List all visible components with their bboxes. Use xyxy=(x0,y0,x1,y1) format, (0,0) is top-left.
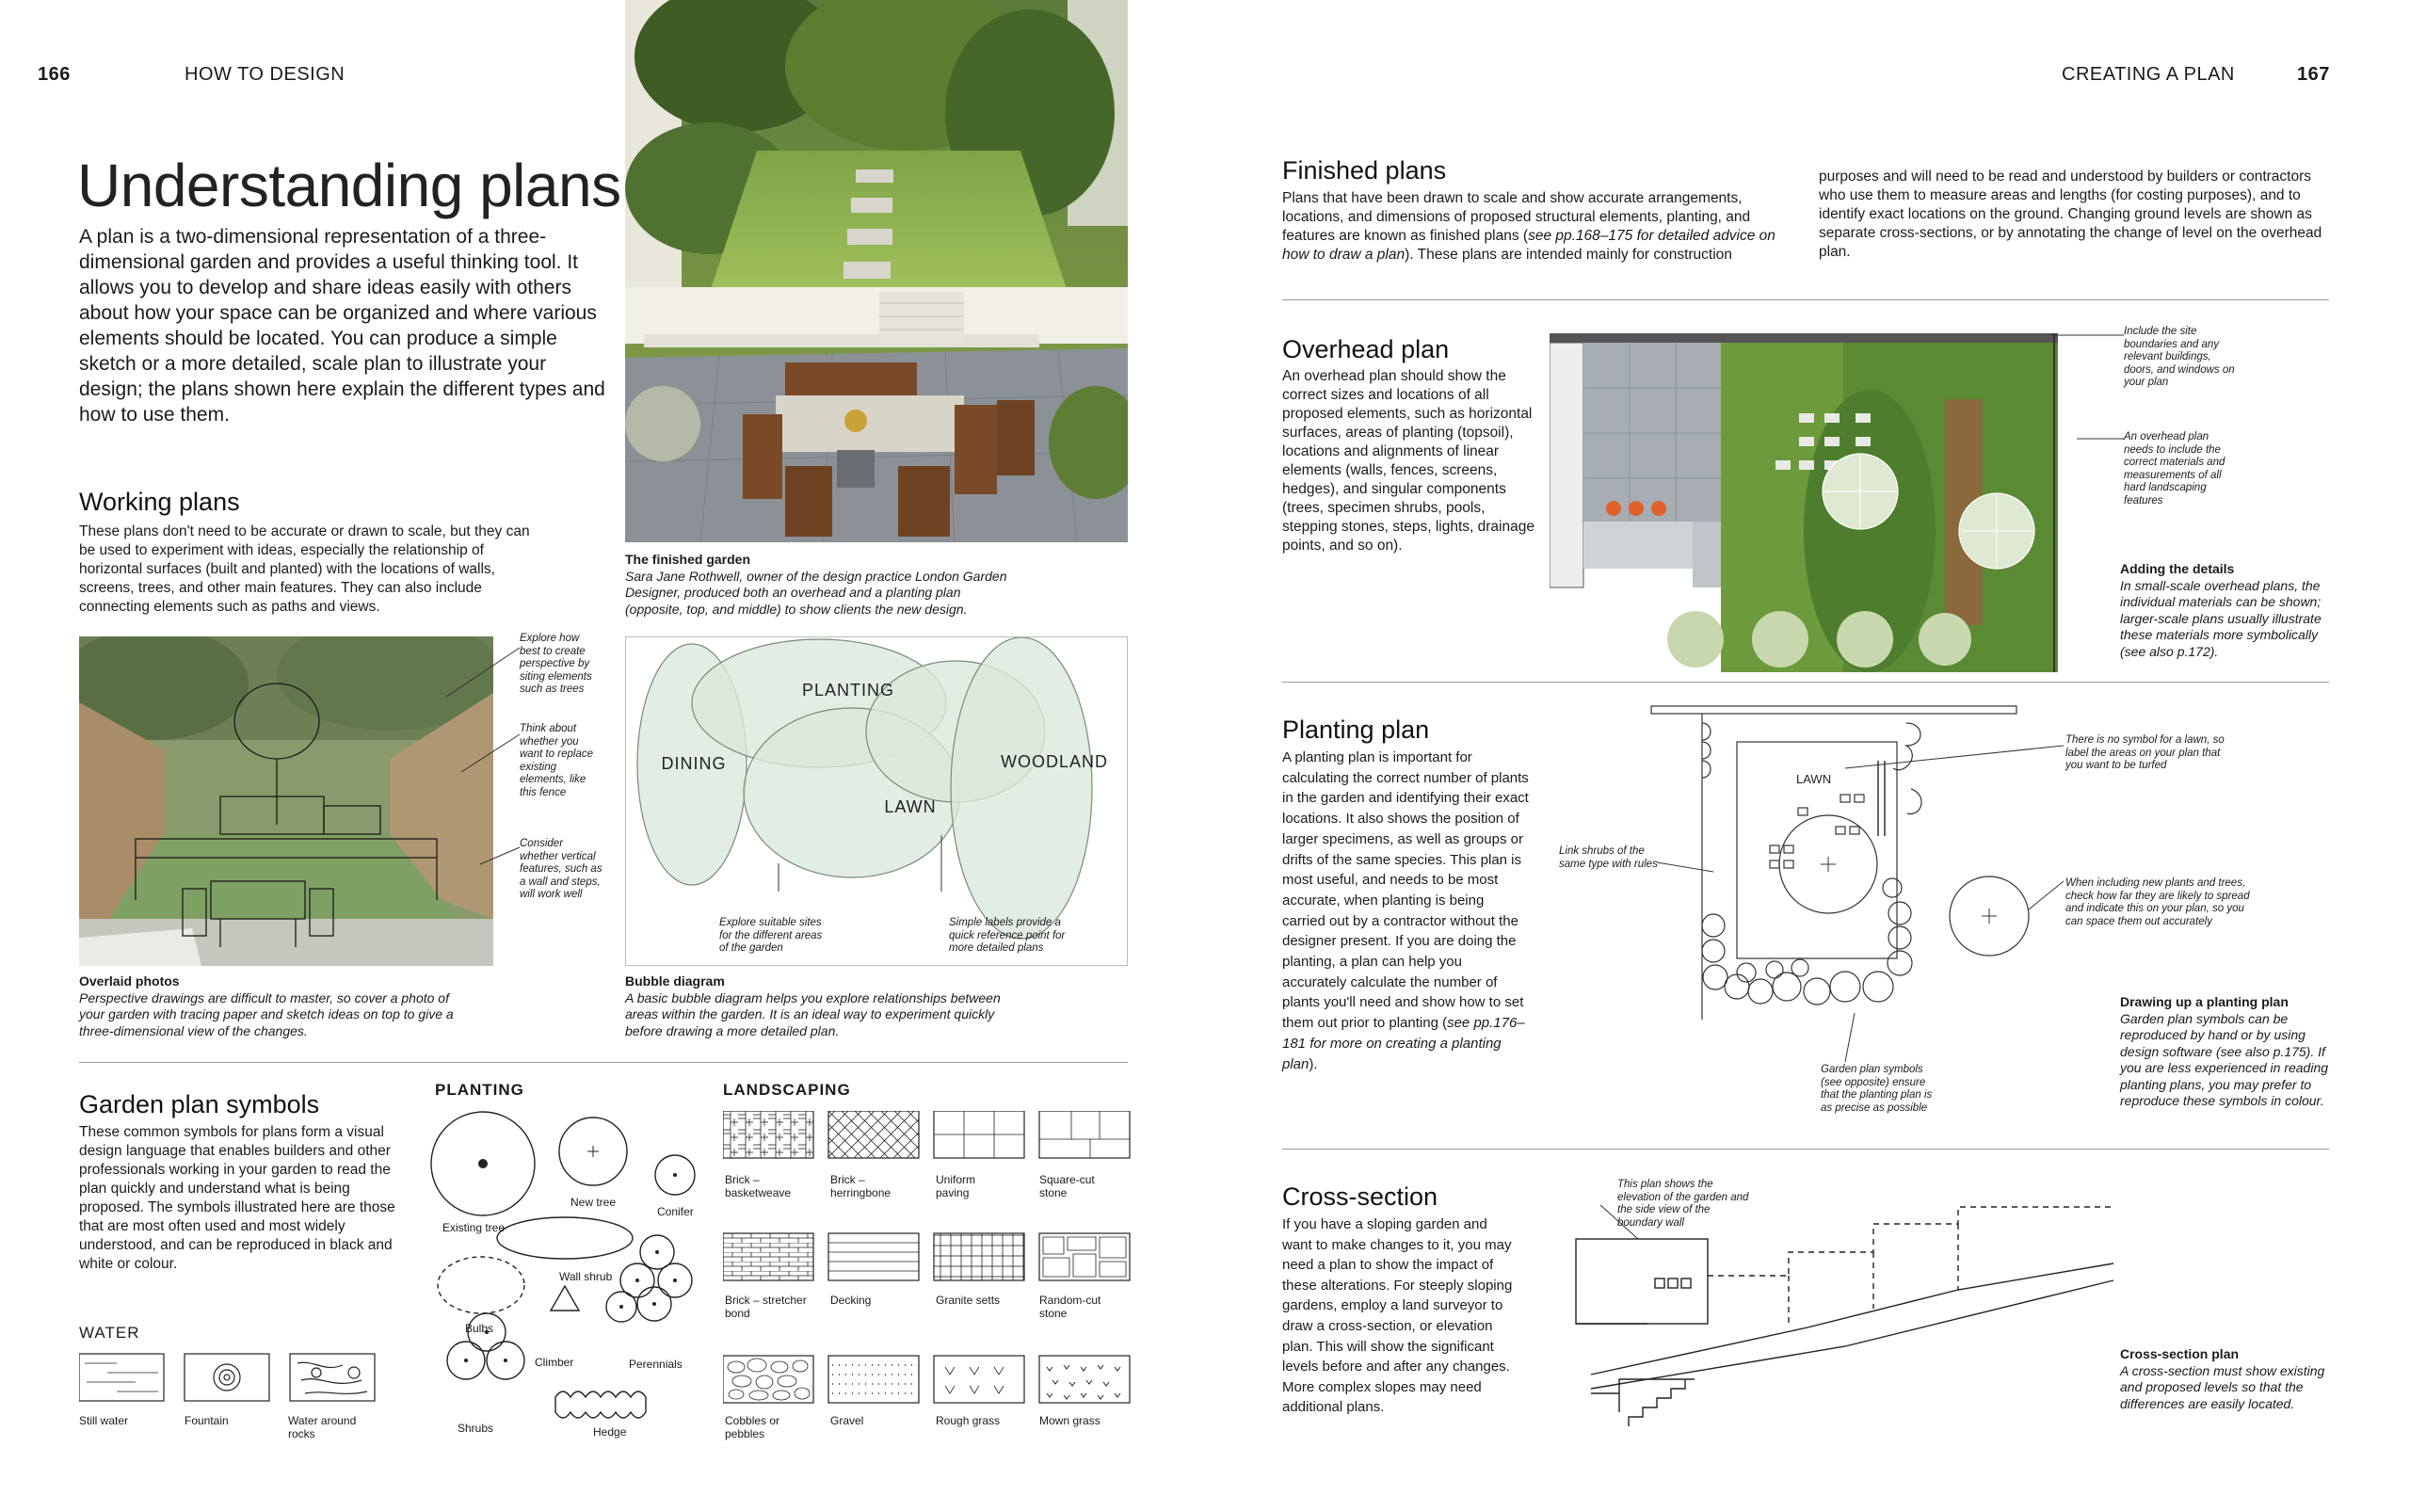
landscaping-label-rough-grass: Rough grass xyxy=(936,1414,1001,1427)
landscaping-label-square-cut-stone: Square-cut stone xyxy=(1039,1173,1095,1199)
planting-note-symbols: Garden plan symbols (see opposite) ensure that the planting plan is as precise as possible xyxy=(1821,1064,1933,1114)
finished-garden-caption-text: Sara Jane Rothwell, owner of the design practice London Garden Designer, produced both an overhead and a planting plan (opposite, top, and middle) to show clients the new design. xyxy=(625,568,1007,617)
cross-caption xyxy=(2120,1346,2329,1412)
folio-section-left: HOW TO DESIGN xyxy=(185,64,345,85)
water-label-still: Still water xyxy=(79,1414,129,1427)
working-plans-body: These plans don't need to be accurate or drawn to scale, but they can be used to experiment with ideas, especially the relationship of horizontal surfaces (built and planted) with the locations of walls, screens, trees, and other main features. They can also include connecting elements such as paths and views. xyxy=(79,523,530,615)
planting-plan-body-a: A planting plan is important for calculating the correct number of plants in the garden and identifying their exact locations. It also shows the position of larger specimens, as well as groups or drifts of the same species. This plan is most useful, and needs to be most accurate, when planting is being carried out by a contractor without the designer present. If you are doing the planting, a plan can help you accurately calculate the number of plants you'll need and show how to set them out prior to planting ( xyxy=(1282,749,1529,1032)
planting-caption-title: Drawing up a planting plan xyxy=(2120,994,2289,1009)
finished-plans-col1-a: Plans that have been drawn to scale and show accurate arrangements, locations, and dimensions of proposed structural elements, planting, and features are known as finished plans ( xyxy=(1282,190,1751,244)
landscaping-heading: LANDSCAPING xyxy=(723,1081,851,1099)
finished-garden-caption xyxy=(625,552,1020,618)
right-divider-2 xyxy=(1282,682,2329,683)
overlay-caption-title: Overlaid photos xyxy=(79,973,180,989)
finished-garden-caption-title: The finished garden xyxy=(625,552,751,567)
cross-caption-text: A cross-section must show existing and proposed levels so that the differences are easily located. xyxy=(2120,1362,2325,1411)
landscaping-label-decking: Decking xyxy=(830,1294,872,1307)
planting-note-link: Link shrubs of the same type with rules xyxy=(1559,845,1658,870)
overlay-leader-lines xyxy=(442,640,527,885)
overhead-plan xyxy=(1550,333,2058,682)
symbols-body: These common symbols for plans form a visual design language that enables builders and other professionals working in your garden to read the plan quickly and understand what is being proposed. The symbols illustrated here are those that are most often used and most widely understood, and can be reproduced in black and white or colour. xyxy=(79,1124,395,1272)
folio-page-right: 167 xyxy=(2297,64,2330,85)
landscaping-symbols xyxy=(723,1111,1137,1431)
water-label-rocks: Water around rocks xyxy=(288,1414,357,1440)
overlaid-photo xyxy=(79,636,493,966)
planting-heading: PLANTING xyxy=(435,1081,524,1099)
planting-leader-lines xyxy=(1657,740,2071,1070)
planting-plan-body xyxy=(1282,748,1529,1074)
bubble-label-planting: PLANTING xyxy=(801,681,895,700)
landscaping-label-uniform-paving: Uniform paving xyxy=(936,1173,976,1199)
planting-label-climber: Climber xyxy=(535,1356,574,1369)
finished-plans-col2: purposes and will need to be read and understood by builders or contractors who use them to measure areas and lengths (for costing purposes), and to identify exact locations on the ground. Changing ground levels are shown as separate cross-sections, or by annotating the change of level on the overhead plan. xyxy=(1819,169,2322,260)
planting-label-hedge: Hedge xyxy=(593,1425,627,1439)
overlay-caption-text: Perspective drawings are difficult to master, so cover a photo of your garden with tracing paper and sketch ideas on top to give a three-dimensional view of the changes. xyxy=(79,989,454,1038)
bubble-caption-title: Bubble diagram xyxy=(625,973,725,989)
planting-plan-lawn-label: LAWN xyxy=(1796,772,1832,786)
working-plans-heading: Working plans xyxy=(79,488,240,516)
cross-section-note: This plan shows the elevation of the garden and the side view of the boundary wall xyxy=(1617,1179,1749,1229)
symbols-heading: Garden plan symbols xyxy=(79,1090,320,1118)
water-symbols xyxy=(79,1352,380,1408)
cross-section-body: If you have a sloping garden and want to make changes to it, you may need a plan to show the impact of these alterations. For steeply sloping gardens, employ a land surveyor to draw a cross-section, or elevation plan. This will show the significant levels before and after any changes. More complex slopes may need additional plans. xyxy=(1282,1216,1513,1416)
landscaping-label-mown-grass: Mown grass xyxy=(1039,1414,1101,1427)
overhead-body: An overhead plan should show the correct sizes and locations of all proposed elements, such as horizontal surfaces, areas of planting (topsoil), locations and alignments of linear elements (walls, fences, screens, hedges), and singular components (trees, specimen shrubs, pools, stepping stones, steps, lights, drainage points, and so on). xyxy=(1282,368,1534,554)
cross-caption-title: Cross-section plan xyxy=(2120,1346,2240,1361)
overhead-leader-lines xyxy=(2048,326,2128,448)
planting-note-spread: When including new plants and trees, check how far they are likely to spread and indicate this on your plan, so you can space them out accurately xyxy=(2065,877,2250,927)
planting-caption xyxy=(2120,994,2329,1110)
cross-section-heading: Cross-section xyxy=(1282,1182,1438,1211)
bubble-label-dining: DINING xyxy=(661,754,727,773)
overlay-note-2: Think about whether you want to replace existing elements, like this fence xyxy=(520,723,593,798)
folio-page-left: 166 xyxy=(38,64,71,85)
bubble-label-lawn: LAWN xyxy=(884,797,937,816)
water-label-fountain: Fountain xyxy=(185,1414,229,1427)
right-divider-1 xyxy=(1282,299,2329,300)
planting-label-shrubs: Shrubs xyxy=(458,1422,494,1435)
folio-section-right: CREATING A PLAN xyxy=(2062,64,2235,85)
overhead-note-1: Include the site boundaries and any relevant buildings, doors, and windows on your plan xyxy=(2124,326,2235,388)
landscaping-label-basketweave: Brick – basketweave xyxy=(725,1173,792,1199)
planting-plan-heading: Planting plan xyxy=(1282,716,1430,744)
page-title: Understanding plans xyxy=(77,152,621,219)
landscaping-label-herringbone: Brick – herringbone xyxy=(830,1173,892,1199)
planting-label-wall-shrub: Wall shrub xyxy=(559,1270,613,1283)
intro-text: A plan is a two-dimensional representation of a three-dimensional garden and provides a useful thinking tool. It allows you to develop and share ideas easily with others about how your space can be organized and where various elements should be located. You can produce a simple sketch or a more detailed, scale plan to illustrate your design; the plans shown here explain the different types and how to use them. xyxy=(79,226,605,426)
landscaping-label-stretcher-bond: Brick – stretcher bond xyxy=(725,1294,807,1320)
overhead-caption xyxy=(2120,561,2329,660)
planting-label-existing-tree: Existing tree xyxy=(442,1221,506,1234)
finished-plans-col1-ref: see pp.168–175 for detailed advice on how to draw a plan xyxy=(1282,228,1775,263)
water-heading: WATER xyxy=(79,1324,140,1342)
right-divider-3 xyxy=(1282,1149,2329,1150)
finished-plans-heading: Finished plans xyxy=(1282,156,1447,185)
bubble-caption-text: A basic bubble diagram helps you explore relationships between areas within the garden. It is an ideal way to experiment quickly before drawing a more detailed plan. xyxy=(625,989,1001,1038)
finished-plans-col1-b: ). These plans are intended mainly for construction xyxy=(1405,247,1732,263)
left-divider xyxy=(79,1062,1128,1063)
planting-label-bulbs: Bulbs xyxy=(465,1322,494,1335)
overlay-note-1: Explore how best to create perspective by siting elements such as trees xyxy=(520,633,592,695)
finished-plans-col1 xyxy=(1282,189,1781,265)
planting-plan-body-b: ). xyxy=(1309,1055,1318,1072)
bubble-note-right: Simple labels provide a quick reference point for more detailed plans xyxy=(949,917,1066,954)
overhead-note-2: An overhead plan needs to include the correct materials and measurements of all hard landscaping features xyxy=(2124,431,2225,507)
planting-label-perennials: Perennials xyxy=(629,1358,683,1371)
overhead-caption-text: In small-scale overhead plans, the individual materials can be shown; larger-scale plans usually illustrate these materials more symbolically (see also p.172). xyxy=(2120,577,2322,659)
overhead-heading: Overhead plan xyxy=(1282,335,1450,363)
finished-garden-photo xyxy=(625,0,1128,542)
landscaping-label-gravel: Gravel xyxy=(830,1414,864,1427)
planting-note-lawn: There is no symbol for a lawn, so label the areas on your plan that you want to be turfed xyxy=(2065,734,2225,771)
planting-caption-text: Garden plan symbols can be reproduced by hand or by using design software (see also p.175). If you are less experienced in reading planting plans, you may prefer to reproduce these symbols in colour. xyxy=(2120,1010,2329,1108)
planting-label-conifer: Conifer xyxy=(657,1205,694,1218)
landscaping-label-granite-setts: Granite setts xyxy=(936,1294,1001,1307)
planting-label-new-tree: New tree xyxy=(570,1196,617,1209)
bubble-caption xyxy=(625,973,1020,1039)
bubble-note-left: Explore suitable sites for the different areas of the garden xyxy=(719,917,823,954)
bubble-label-woodland: WOODLAND xyxy=(1000,752,1109,771)
planting-plan-body-ref: see pp.176–181 for more on creating a planting plan xyxy=(1282,1015,1525,1072)
overlay-caption xyxy=(79,973,474,1039)
landscaping-label-random-cut-stone: Random-cut stone xyxy=(1039,1294,1101,1320)
overhead-caption-title: Adding the details xyxy=(2120,561,2235,576)
overlay-note-3: Consider whether vertical features, such as a wall and steps, will work well xyxy=(520,838,602,900)
landscaping-label-cobbles: Cobbles or pebbles xyxy=(725,1414,780,1440)
